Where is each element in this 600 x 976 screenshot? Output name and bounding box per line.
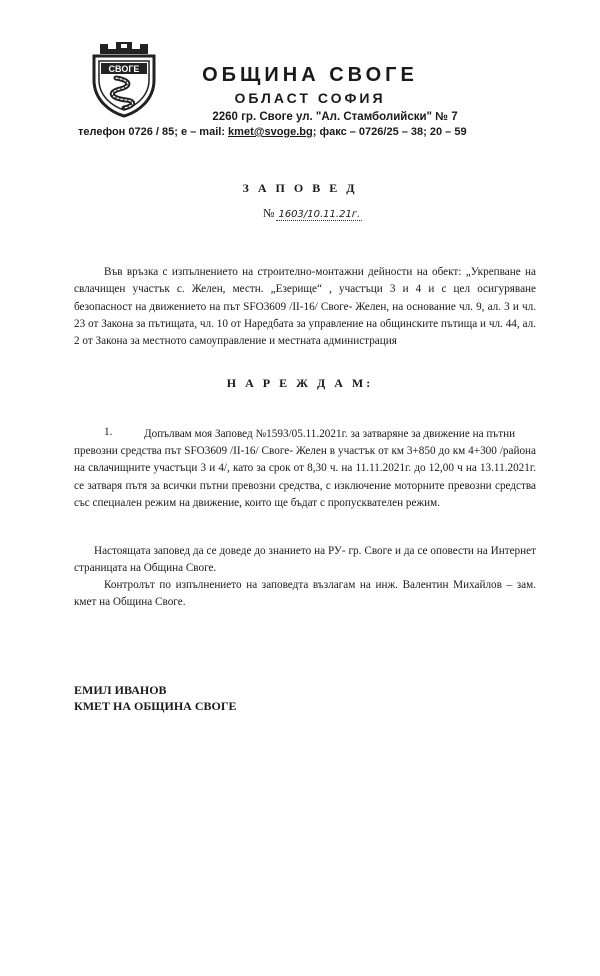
order-item-first-line	[144, 426, 536, 443]
order-heading: Н А Р Е Ж Д А М:	[226, 376, 374, 390]
contacts-suffix: ; факс – 0726/25 – 38; 20 – 59	[312, 126, 467, 138]
municipality-name: ОБЩИНА СВОГЕ	[202, 64, 418, 86]
signatory-title: КМЕТ НА ОБЩИНА СВОГЕ	[74, 699, 237, 713]
intro-paragraph: Във връзка с изпълнението на строително-монтажни дейности на обект: „Укрепване на свлачищен участък с. Желен, местн. „Езерище“ , участъци 3 и 4 и с цел осигуряване безопасност на движението на път SFO3609 /II-16/ Своге- Желен, на основание чл. 9, ал. 3 и чл. 23 от Закона за пътищата, чл. 10 от Наредбата за управление на общинските пътища и чл. 44, ал. 2 от Закона за местното самоуправление и местната администрация	[74, 266, 536, 348]
order-item-number: 1.	[104, 426, 113, 438]
contacts-line	[78, 126, 548, 138]
crest-label: СВОГЕ	[108, 64, 140, 74]
control-paragraph: Контролът по изпълнението на заповедта възлагам на инж. Валентин Михайлов – зам. кмет на Община Своге.	[74, 579, 536, 609]
number-sign: №	[263, 206, 275, 220]
contacts-prefix: телефон 0726 / 85; e – mail:	[78, 126, 229, 138]
document-title: З А П О В Е Д	[242, 181, 358, 195]
address-line: 2260 гр. Своге ул. "Ал. Стамболийски" № 7	[212, 111, 458, 123]
municipality-crest-icon	[86, 40, 162, 118]
region-name: ОБЛАСТ СОФИЯ	[234, 90, 386, 106]
notice-paragraph: Настоящата заповед да се доведе до знанието на РУ- гр. Своге и да се оповести на Интернет страницата на Община Своге.	[74, 545, 536, 575]
signatory-name: ЕМИЛ ИВАНОВ	[74, 683, 167, 697]
document-number	[263, 206, 362, 221]
order-item-continuation: превозни средства път SFO3609 /II-16/ Своге- Желен в участък от км 3+850 до км 4+300 /района на свлачищните участъци 3 и 4/, като за срок от 8,30 ч. на 11.11.2021г. до 12,00 ч на 13.11.2021г. се затваря пътя за всички пътни превозни средства, с изключение моторните превозни средства със специален режим на движение, които ще бъдат с пропусквателен режим.	[74, 445, 536, 509]
handwritten-number: 1603/10.11.21г.	[278, 209, 361, 220]
order-item-first-text: Допълвам моя Заповед №1593/05.11.2021г. за затваряне за движение на пътни	[144, 428, 516, 440]
email-link[interactable]: kmet@svoge.bg	[228, 126, 313, 138]
